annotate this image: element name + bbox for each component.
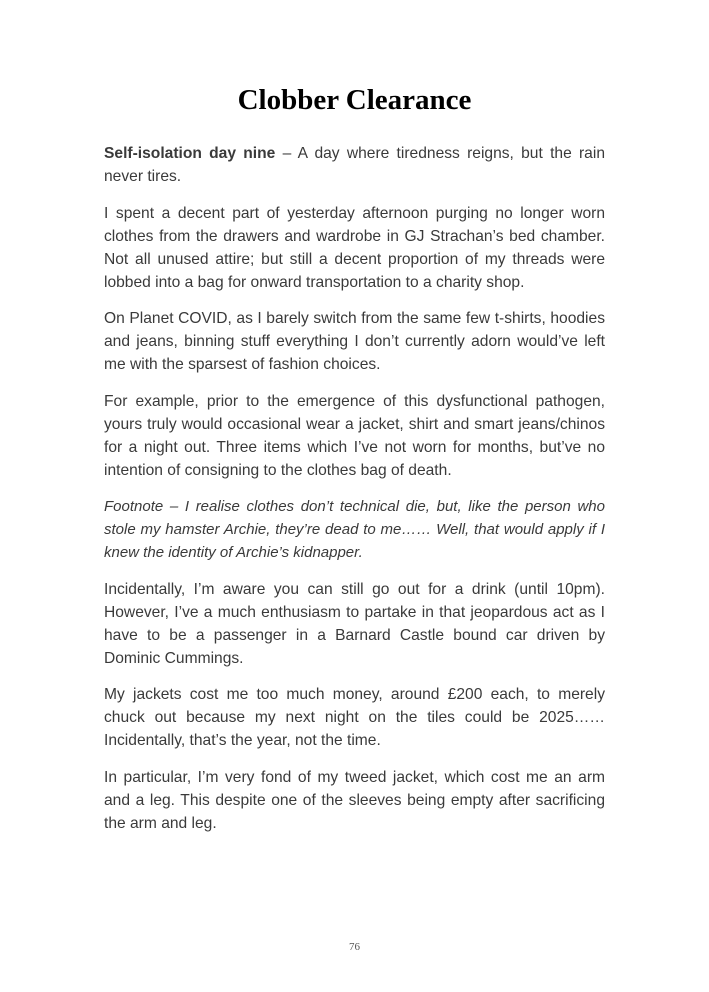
paragraph-1-lead: Self-isolation day nine: [104, 145, 276, 162]
paragraph-3: On Planet COVID, as I barely switch from the same few t-shirts, hoodies and jeans, binning stuff everything I don’t currently adorn would’ve left me with the sparsest of fashion choices.: [104, 310, 605, 373]
body-text: [104, 142, 605, 848]
paragraph-1-rest: – A day where tiredness reigns, but the rain never tires.: [104, 145, 605, 185]
paragraph-2: I spent a decent part of yesterday afternoon purging no longer worn clothes from the drawers and wardrobe in GJ Strachan’s bed chamber. Not all unused attire; but still a decent proportion of my threads were lobbed into a bag for onward transportation to a charity shop.: [104, 204, 605, 291]
paragraph-4: For example, prior to the emergence of this dysfunctional pathogen, yours truly would occasional wear a jacket, shirt and smart jeans/chinos for a night out. Three items which I’ve not worn for months, but’ve no intention of consigning to the clothes bag of death.: [104, 392, 605, 479]
paragraph-5: Incidentally, I’m aware you can still go out for a drink (until 10pm). However, I’ve a much enthusiasm to partake in that jeopardous act as I have to be a passenger in a Barnard Castle bound car driven by Dominic Cummings.: [104, 580, 605, 667]
page-title: Clobber Clearance: [237, 84, 472, 116]
paragraph-1: [104, 142, 605, 188]
page-number: 76: [349, 941, 360, 953]
footnote: Footnote – I realise clothes don’t technical die, but, like the person who stole my hamster Archie, they’re dead to me…… Well, that would apply if I knew the identity of Archie’s kidnapper.: [104, 498, 605, 561]
paragraph-7: In particular, I’m very fond of my tweed jacket, which cost me an arm and a leg. This despite one of the sleeves being empty after sacrificing the arm and leg.: [104, 768, 605, 832]
paragraph-6: My jackets cost me too much money, around £200 each, to merely chuck out because my next night on the tiles could be 2025…… Incidentally, that’s the year, not the time.: [104, 686, 605, 749]
